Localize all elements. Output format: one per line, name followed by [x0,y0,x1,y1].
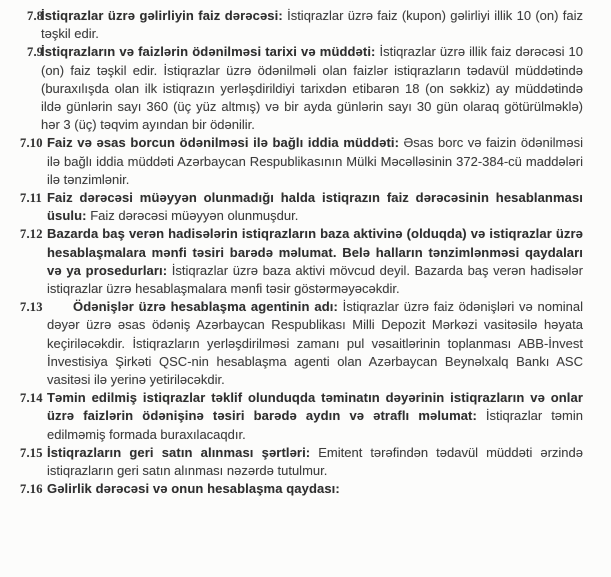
clause-item [27,43,583,134]
clause-list [0,7,583,498]
clause-body: Emitent tərəfindən tədavül müddəti ərzində istiqrazların geri satın alınması nəzərdə tutulmur. [47,444,583,479]
clause-title: Bazarda baş verən hadisələrin istiqrazların baza aktivinə (olduqda) və istiqrazlar üzrə hesablaşmalara mənfi təsiri barədə məlumat. Belə halların tənzimlənməsi qaydaları və ya prosedurları: [47,226,583,278]
clause-title: Gəlirlik dərəcəsi və onun hesablaşma qaydası: [47,481,340,497]
clause-number: 7.12 [20,227,43,242]
clause-number: 7.14 [20,391,43,406]
clause-title: İstiqrazların geri satın alınması şərtləri: [47,444,311,460]
clause-body: Əsas borc və faizin ödənilməsi ilə bağlı iddia müddəti Azərbaycan Respublikasının Mülki Məcəlləsinin 372-384-cü maddələri ilə tənzimlənir. [47,135,583,187]
clause-body: İstiqrazlar üzrə baza aktivi mövcud deyil. Bazarda baş verən hadisələr istiqrazlar üzrə hesablaşmalara mənfi təsir göstərməyəcəkdir. [47,262,583,297]
clause-title: Təmin edilmiş istiqrazlar təklif olunduqda təminatın dəyərinin istiqrazların və onlar üzrə faizlərin ödənişinə təsiri barədə aydın və ətraflı məlumat: [47,390,583,424]
clause-title: İstiqrazların və faizlərin ödənilməsi tarixi və müddəti: [41,44,376,60]
clause-number: 7.15 [20,445,43,460]
clause-body: İstiqrazlar üzrə faiz (kupon) gəlirliyi illik 10 (on) faiz təşkil edir. [41,8,583,42]
clause-number: 7.8 [27,9,44,23]
clause-item [20,225,583,298]
clause-body: İstiqrazlar üzrə illik faiz dərəcəsi 10 (on) faiz təşkil edir. İstiqrazlar üzrə ödənilməli olan faizlər istiqrazların tədavül müddətində (buraxılışda olan ilk istiqrazın yerləşdirildiyi tarixdən etibarən 18 (on səkkiz) ay müddətində ildə günlərin sayı 360 (üç yüz altmış) və bir ayda günlərin sayı 30 gün olaraq götürülməklə) hər 3 (üç) təqvim ayından bir ödənilir. [41,44,583,133]
clause-number: 7.9 [27,45,44,60]
clause-title: Faiz və əsas borcun ödənilməsi ilə bağlı iddia müddəti: [47,135,400,151]
clause-item [20,389,583,444]
clause-number: 7.13 [20,300,43,315]
clause-item [20,444,583,480]
clause-number: 7.16 [20,482,43,497]
clause-number: 7.10 [20,136,43,151]
clause-item [20,134,583,189]
clause-item [20,298,584,389]
clause-item [20,189,583,225]
clause-body: İstiqrazlar təmin edilməmiş formada buraxılacaqdır. [47,408,583,442]
clause-body: Faiz dərəcəsi müəyyən olunmuşdur. [90,208,299,224]
clause-item [27,7,583,43]
clause-number: 7.11 [20,191,42,206]
clause-title: Ödənişlər üzrə hesablaşma agentinin adı: [73,299,338,315]
clause-title: İstiqrazlar üzrə gəlirliyin faiz dərəcəsi: [41,8,283,23]
clause-body: İstiqrazlar üzrə faiz ödənişləri və nominal dəyər üzrə əsas ödəniş Azərbaycan Respublikası Milli Depozit Mərkəzi vasitəsilə həyata keçiriləcəkdir. İstiqrazların yerləşdirilməsi zamanı pul vəsaitlərinin toplanması ABB-İnvest İnvestisiya Şirkəti QSC-nin hesablaşma agenti olan Azərbaycan Beynəlxalq Bankı ASC vasitəsi ilə yerinə yetiriləcəkdir. [47,299,584,388]
clause-title: Faiz dərəcəsi müəyyən olunmadığı halda istiqrazın faiz dərəcəsinin hesablanması üsulu: [47,190,583,224]
clause-item [20,480,583,498]
